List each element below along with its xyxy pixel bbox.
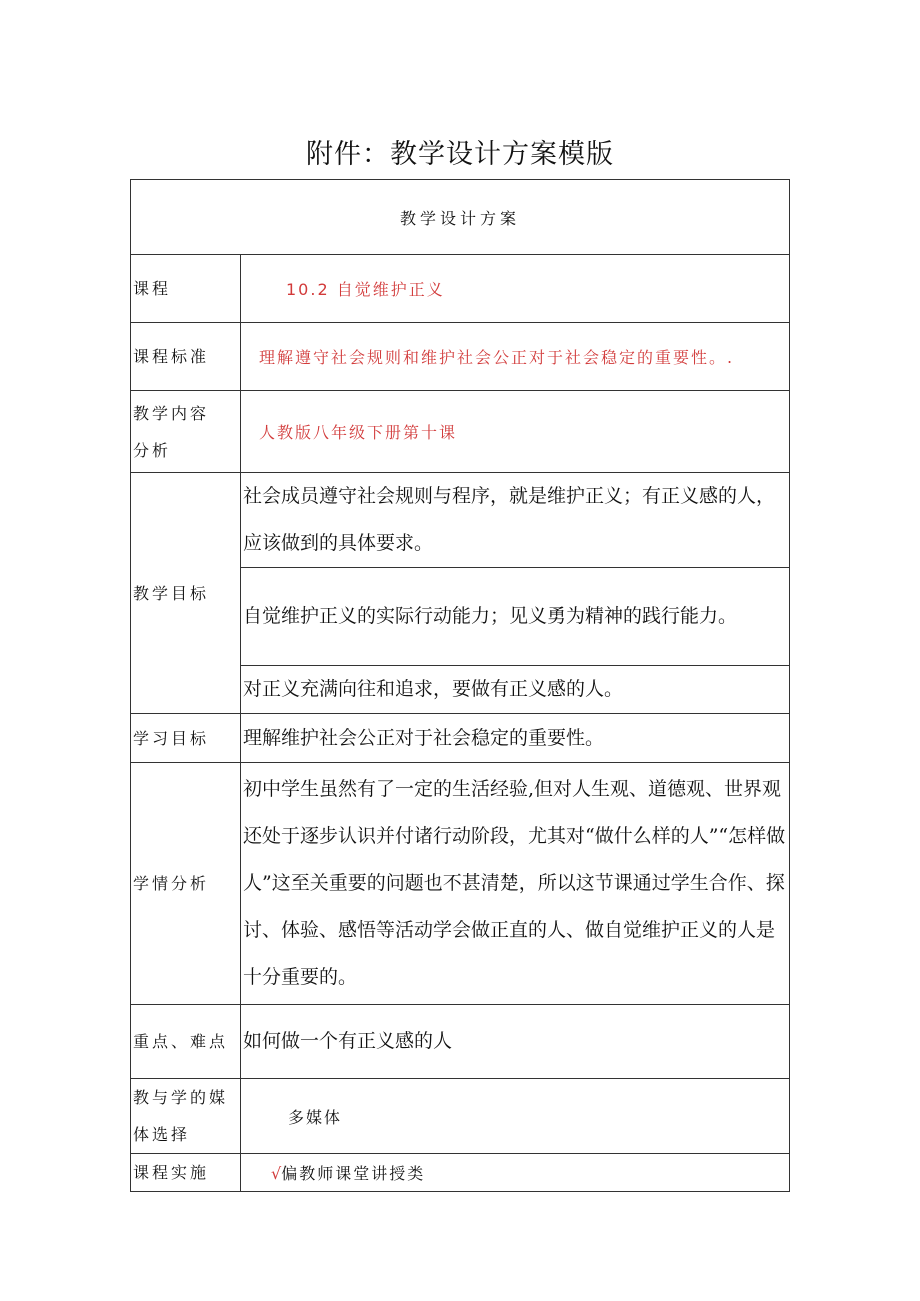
analysis-row xyxy=(131,763,790,1005)
goals-label: 教学目标 xyxy=(131,473,241,714)
media-label-line-2: 体选择 xyxy=(133,1125,191,1144)
keypoints-label: 重点、难点 xyxy=(131,1005,241,1079)
course-label: 课程 xyxy=(131,255,241,323)
media-label-line-1: 教与学的媒 xyxy=(133,1088,229,1107)
standard-label: 课程标准 xyxy=(131,323,241,391)
content-value: 人教版八年级下册第十课 xyxy=(259,423,458,442)
checkmark-icon: √ xyxy=(271,1164,282,1183)
analysis-value: 初中学生虽然有了一定的生活经验,但对人生观、道德观、世界观还处于逐步认识并付诸行动阶段，尤其对“做什么样的人”“怎样做人”这至关重要的问题也不甚清楚，所以这节课通过学生合作、探讨、体验、感悟等活动学会做正直的人、做自觉维护正义的人是十分重要的。 xyxy=(241,763,790,1005)
course-value-cell xyxy=(241,255,790,323)
teaching-plan-table xyxy=(130,179,790,1192)
goal-1: 社会成员遵守社会规则与程序，就是维护正义；有正义感的人，应该做到的具体要求。 xyxy=(241,473,790,568)
learning-row xyxy=(131,714,790,763)
media-value: 多媒体 xyxy=(288,1107,343,1127)
document-title: 附件：教学设计方案模版 xyxy=(306,139,614,170)
goal-2: 自觉维护正义的实际行动能力；见义勇为精神的践行能力。 xyxy=(241,568,790,666)
course-value: 10.2 自觉维护正义 xyxy=(286,280,445,299)
content-row xyxy=(131,391,790,473)
analysis-label: 学情分析 xyxy=(131,763,241,1005)
keypoints-row xyxy=(131,1005,790,1079)
standard-value-cell xyxy=(241,323,790,391)
keypoints-value: 如何做一个有正义感的人 xyxy=(241,1005,790,1079)
content-label-line-2: 分析 xyxy=(133,440,172,460)
standard-value: 理解遵守社会规则和维护社会公正对于社会稳定的重要性。. xyxy=(259,348,735,367)
learning-value: 理解维护社会公正对于社会稳定的重要性。 xyxy=(241,714,790,763)
content-value-cell xyxy=(241,391,790,473)
content-label-line-1: 教学内容 xyxy=(133,403,210,423)
media-value-cell xyxy=(241,1079,790,1154)
implementation-value: 偏教师课堂讲授类 xyxy=(281,1164,426,1183)
media-label-cell xyxy=(131,1079,241,1154)
standard-row xyxy=(131,323,790,391)
implementation-label: 课程实施 xyxy=(131,1154,241,1192)
table-header-row xyxy=(131,180,790,255)
learning-label: 学习目标 xyxy=(131,714,241,763)
table-header: 教学设计方案 xyxy=(131,180,790,255)
goal-row-1 xyxy=(131,473,790,568)
goal-3: 对正义充满向往和追求，要做有正义感的人。 xyxy=(241,666,790,714)
content-label-cell xyxy=(131,391,241,473)
media-row xyxy=(131,1079,790,1154)
course-row xyxy=(131,255,790,323)
implementation-value-cell xyxy=(241,1154,790,1192)
implementation-row xyxy=(131,1154,790,1192)
